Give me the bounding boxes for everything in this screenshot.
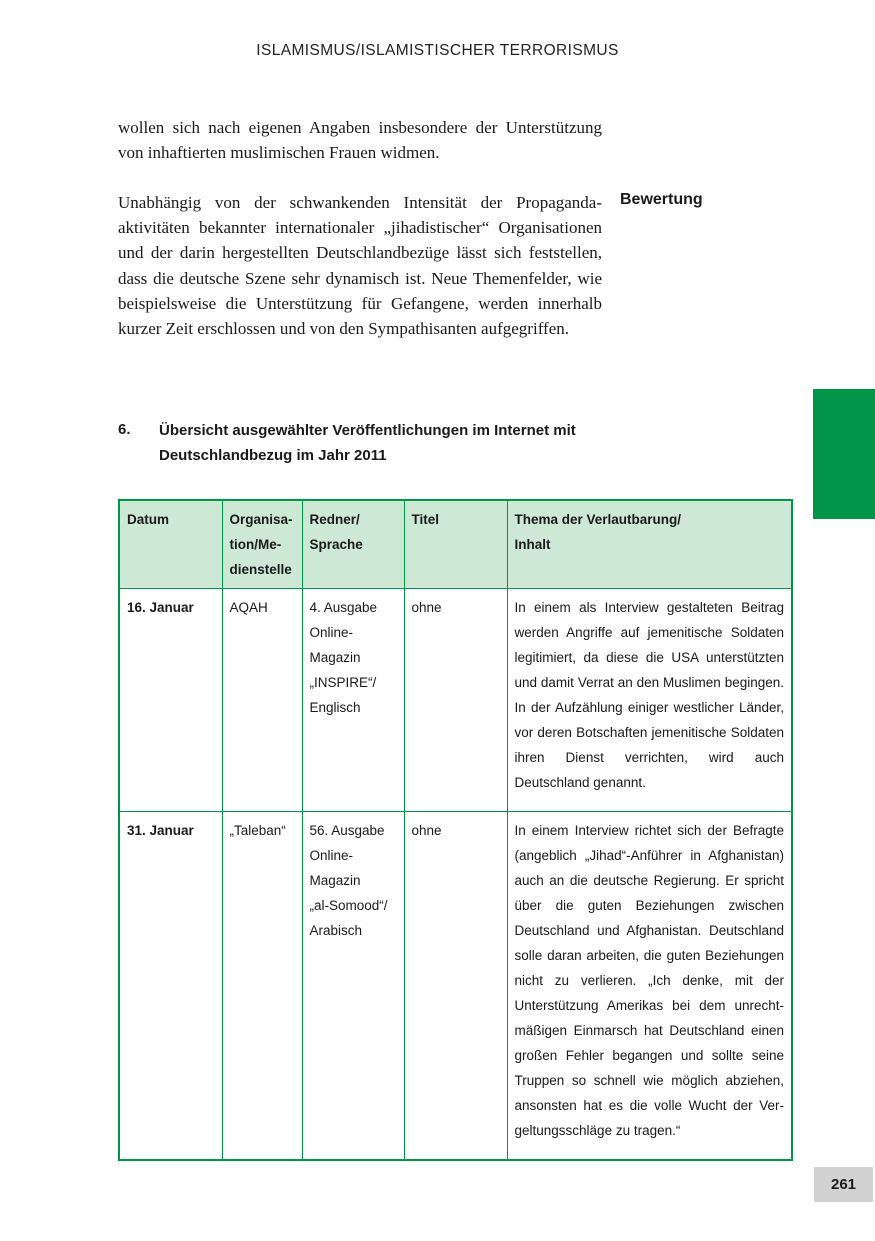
margin-label-bewertung: Bewertung	[620, 191, 703, 208]
table-row	[119, 589, 792, 812]
cell-redner: 56. Ausgabe Online- Magazin „al-Somood“/ Arabisch	[302, 812, 404, 1161]
cell-organisation: „Taleban“	[222, 812, 302, 1161]
cell-datum: 16. Januar	[119, 589, 222, 812]
cell-titel: ohne	[404, 589, 507, 812]
publications-table	[118, 499, 793, 1161]
running-header: ISLAMISMUS/ISLAMISTISCHER TERRORISMUS	[256, 42, 619, 59]
page-number: 261	[814, 1167, 873, 1202]
cell-titel: ohne	[404, 812, 507, 1161]
cell-thema: In einem Interview richtet sich der Befragte (angeblich „Jihad“-Anführer in Afghanistan) auch an die deutsche Regierung. Er spricht über die guten Beziehungen zwischen Deutschland und Afghanistan. Deutschland solle daran arbeiten, die guten Beziehungen nicht zu verlieren. „Ich denke, mit der Unterstützung Amerikas bei dem unrechtmäßigen Einmarsch hat Deutschland einen großen Fehler begangen und sollte seine Truppen so schnell wie möglich abziehen, ansonsten hat es die volle Wucht der Vergeltungsschläge zu tragen.“	[507, 812, 792, 1161]
paragraph-continuation: wollen sich nach eigenen Angaben insbesondere der Unterstützung von inhaftierten muslimischen Frauen widmen.	[118, 118, 602, 163]
section-title: Übersicht ausgewählter Veröffentlichungen im Internet mit Deutschlandbezug im Jahr 2011	[159, 422, 576, 464]
cell-organisation: AQAH	[222, 589, 302, 812]
cell-redner: 4. Ausgabe Online- Magazin „INSPIRE“/ Englisch	[302, 589, 404, 812]
header-datum: Datum	[119, 500, 222, 589]
table-header-row	[119, 500, 792, 589]
table-row	[119, 812, 792, 1161]
paragraph-assessment: Unabhängig von der schwankenden Intensität der Propagandaaktivitäten bekannter internationaler „jihadistischer“ Organisationen und der darin hergestellten Deutschlandbezüge lässt sich feststellen, dass die deutsche Szene sehr dynamisch ist. Neue Themenfelder, wie beispielsweise die Unterstützung für Gefangene, werden innerhalb kurzer Zeit erschlossen und von den Sympathisanten aufgegriffen.	[118, 193, 602, 339]
header-organisation: Organisa- tion/Me- dienstelle	[222, 500, 302, 589]
header-thema: Thema der Verlautbarung/ Inhalt	[507, 500, 792, 589]
header-redner: Redner/ Sprache	[302, 500, 404, 589]
cell-datum: 31. Januar	[119, 812, 222, 1161]
chapter-tab-marker	[813, 389, 875, 519]
section-number: 6.	[118, 421, 131, 438]
header-titel: Titel	[404, 500, 507, 589]
cell-thema: In einem als Interview gestalteten Beitrag werden Angriffe auf jemenitische Soldaten legitimiert, da diese die USA unterstützten und damit Verrat an den Muslimen begingen. In der Aufzählung einiger westlicher Länder, vor deren Botschaften jemenitische Soldaten ihren Dienst verrichten, wird auch Deutschland genannt.	[507, 589, 792, 812]
